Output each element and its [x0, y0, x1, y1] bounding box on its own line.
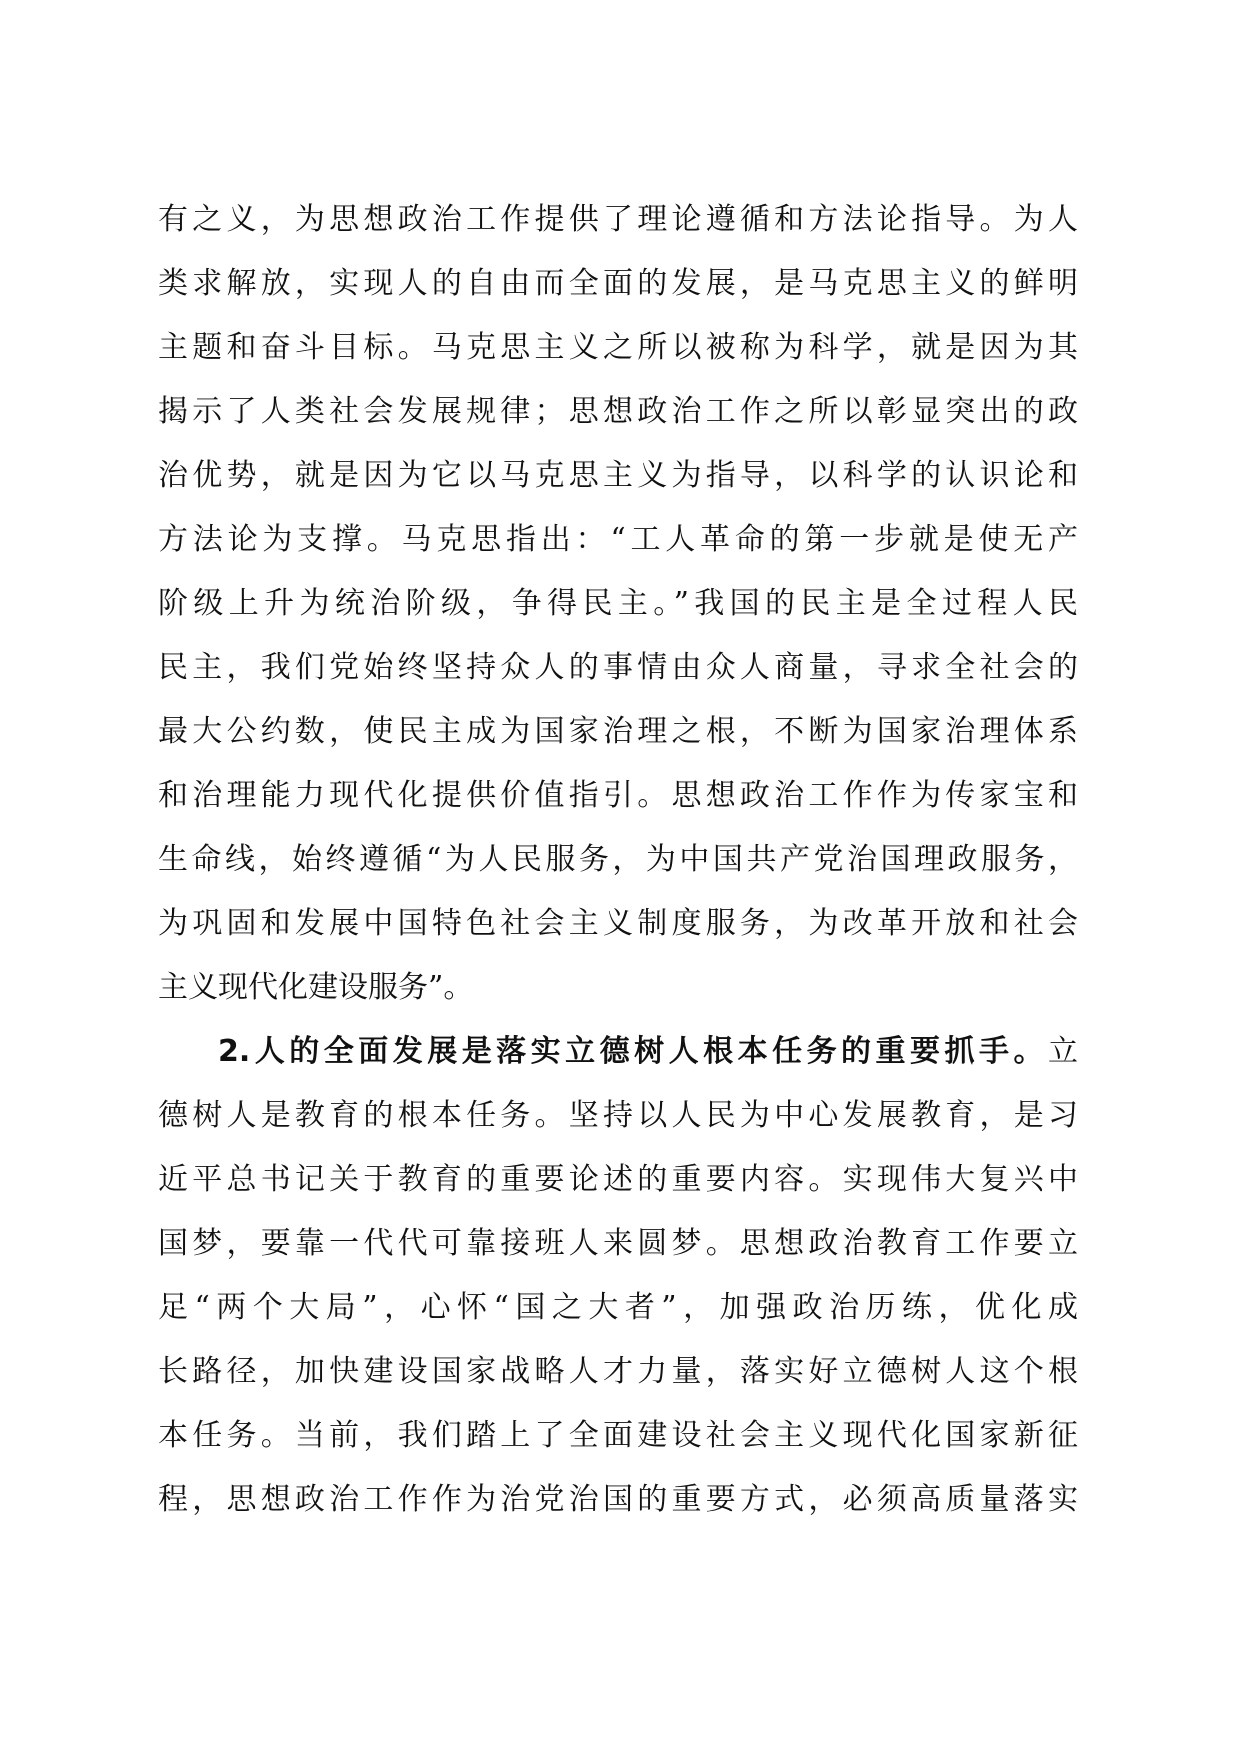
text-line: 民主，我们党始终坚持众人的事情由众人商量，寻求全社会的 — [158, 650, 1078, 685]
text-line: 长路径，加快建设国家战略人才力量，落实好立德树人这个根 — [158, 1354, 1078, 1389]
text-line: 近平总书记关于教育的重要论述的重要内容。实现伟大复兴中 — [158, 1162, 1078, 1197]
paragraph-2-first-line — [158, 1020, 1078, 1084]
text-line: 生命线，始终遵循“为人民服务，为中国共产党治国理政服务， — [158, 842, 1078, 877]
text-line: 最大公约数，使民主成为国家治理之根，不断为国家治理体系 — [158, 714, 1078, 749]
text-line: 和治理能力现代化提供价值指引。思想政治工作作为传家宝和 — [158, 778, 1078, 813]
text-line: 类求解放，实现人的自由而全面的发展，是马克思主义的鲜明 — [158, 266, 1078, 301]
text-line: 有之义，为思想政治工作提供了理论遵循和方法论指导。为人 — [158, 202, 1078, 237]
text-line: 主义现代化建设服务”。 — [158, 970, 474, 1005]
heading-tail-text: 立 — [1048, 1034, 1078, 1069]
text-line: 方法论为支撑。马克思指出：“工人革命的第一步就是使无产 — [158, 522, 1078, 557]
section-heading: 2.人的全面发展是落实立德树人根本任务的重要抓手。 — [218, 1034, 1048, 1069]
text-line: 主题和奋斗目标。马克思主义之所以被称为科学，就是因为其 — [158, 330, 1078, 365]
paragraph-1 — [158, 188, 1078, 1020]
text-line: 国梦，要靠一代代可靠接班人来圆梦。思想政治教育工作要立 — [158, 1226, 1078, 1261]
text-line: 本任务。当前，我们踏上了全面建设社会主义现代化国家新征 — [158, 1418, 1078, 1453]
text-line: 足“两个大局”，心怀“国之大者”，加强政治历练，优化成 — [158, 1290, 1078, 1325]
text-line: 程，思想政治工作作为治党治国的重要方式，必须高质量落实 — [158, 1482, 1078, 1517]
text-line: 为巩固和发展中国特色社会主义制度服务，为改革开放和社会 — [158, 906, 1078, 941]
text-line: 治优势，就是因为它以马克思主义为指导，以科学的认识论和 — [158, 458, 1078, 493]
text-line: 德树人是教育的根本任务。坚持以人民为中心发展教育，是习 — [158, 1098, 1078, 1133]
paragraph-2 — [158, 1020, 1078, 1532]
text-line: 揭示了人类社会发展规律；思想政治工作之所以彰显突出的政 — [158, 394, 1078, 429]
body-text — [158, 188, 1078, 1532]
text-line: 阶级上升为统治阶级，争得民主。”我国的民主是全过程人民 — [158, 586, 1078, 621]
